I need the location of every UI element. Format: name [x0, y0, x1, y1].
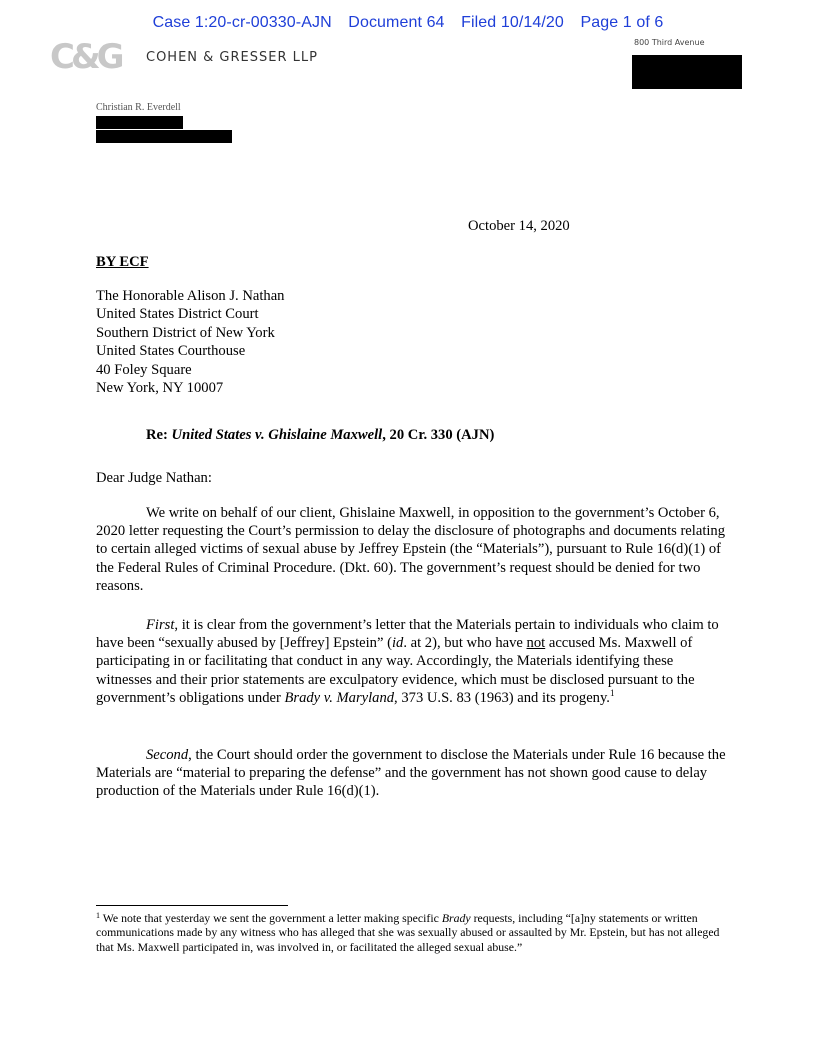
- footnote-number: 1: [96, 911, 100, 920]
- paragraph-text: , it is clear from the government’s letter that the Materials pertain to individuals who claim to have been “sexually abused by [Jeffrey] Epstein” (: [96, 617, 719, 652]
- addressee-line: The Honorable Alison J. Nathan: [96, 288, 285, 304]
- case-number: Case 1:20-cr-00330-AJN: [152, 14, 332, 31]
- addressee-line: Southern District of New York: [96, 324, 275, 341]
- re-line: [146, 426, 494, 444]
- footnote-reference[interactable]: 1: [609, 687, 615, 698]
- firm-name: COHEN & GRESSER LLP: [146, 50, 318, 65]
- author-name: Christian R. Everdell: [96, 102, 181, 113]
- footnote-text: requests, including “[a]ny statements or written communications made by any witness who has alleged that she was sexually abused or assaulted by Mr. Epstein, but has not alleged that Ms. Maxwell participated in, was involved in, or facilitated the alleged sexual abuse.”: [96, 911, 720, 954]
- ecf-filing-header: [0, 14, 816, 32]
- redaction-phone: [96, 116, 183, 129]
- addressee-line: New York, NY 10007: [96, 379, 224, 396]
- footnote-1: [96, 911, 732, 954]
- paragraph-text: , 373 U.S. 83 (1963) and its progeny.: [394, 689, 610, 706]
- addressee-line: 40 Foley Square: [96, 361, 192, 378]
- paragraph-text: , the Court should order the government to disclose the Materials under Rule 16 because the Materials are “material to preparing the defense” and the government has not shown good cause to delay production of the Materials under Rule 16(d)(1).: [96, 747, 726, 800]
- paragraph-text: accused Ms. Maxwell of participating in or facilitating that conduct in any way. Accordingly, the Materials identifying these witnesses and their prior statements are exculpatory evidence, which must be disclosed pursuant to the government’s obligations under: [96, 635, 695, 706]
- firm-logo-text: C&G: [50, 37, 121, 77]
- filed-date: Filed 10/14/20: [461, 14, 564, 31]
- re-case-name: United States v. Ghislaine Maxwell: [171, 427, 383, 443]
- paragraph-text: We write on behalf of our client, Ghislaine Maxwell, in opposition to the government’s October 6, 2020 letter requesting the Court’s permission to delay the disclosure of photographs and documents relating to certain alleged victims of sexual abuse by Jeffrey Epstein (the “Materials”), pursuant to Rule 16(d)(1) of the Federal Rules of Criminal Procedure. (Dkt. 60). The government’s request should be denied for two reasons.: [96, 505, 726, 594]
- body-paragraph-1: [96, 504, 732, 595]
- document-number: Document 64: [348, 14, 445, 31]
- salutation: Dear Judge Nathan:: [96, 470, 212, 486]
- citation-id: id: [391, 635, 404, 652]
- firm-logo: [50, 36, 121, 77]
- delivery-method: BY ECF: [96, 254, 149, 270]
- addressee-block: [96, 287, 284, 397]
- redaction-email: [96, 130, 232, 143]
- redaction-address: [632, 55, 742, 89]
- paragraph-lead: Second: [146, 747, 189, 763]
- footnote-divider: [96, 905, 288, 906]
- letter-date: October 14, 2020: [468, 218, 570, 234]
- paragraph-lead: First: [146, 617, 175, 633]
- body-paragraph-2: [96, 616, 732, 707]
- case-citation: Brady v. Maryland: [284, 689, 395, 706]
- body-paragraph-3: [96, 746, 732, 801]
- re-prefix: Re:: [146, 427, 168, 443]
- paragraph-text: . at 2), but who have: [403, 635, 527, 652]
- addressee-line: United States District Court: [96, 306, 259, 323]
- footnote-text: We note that yesterday we sent the government a letter making specific: [100, 911, 442, 925]
- emphasis-not: not: [526, 635, 546, 652]
- page-count: Page 1 of 6: [580, 14, 664, 31]
- addressee-line: United States Courthouse: [96, 343, 246, 360]
- firm-address: 800 Third Avenue: [634, 38, 705, 47]
- re-docket: , 20 Cr. 330 (AJN): [382, 427, 495, 443]
- footnote-case: Brady: [441, 911, 471, 925]
